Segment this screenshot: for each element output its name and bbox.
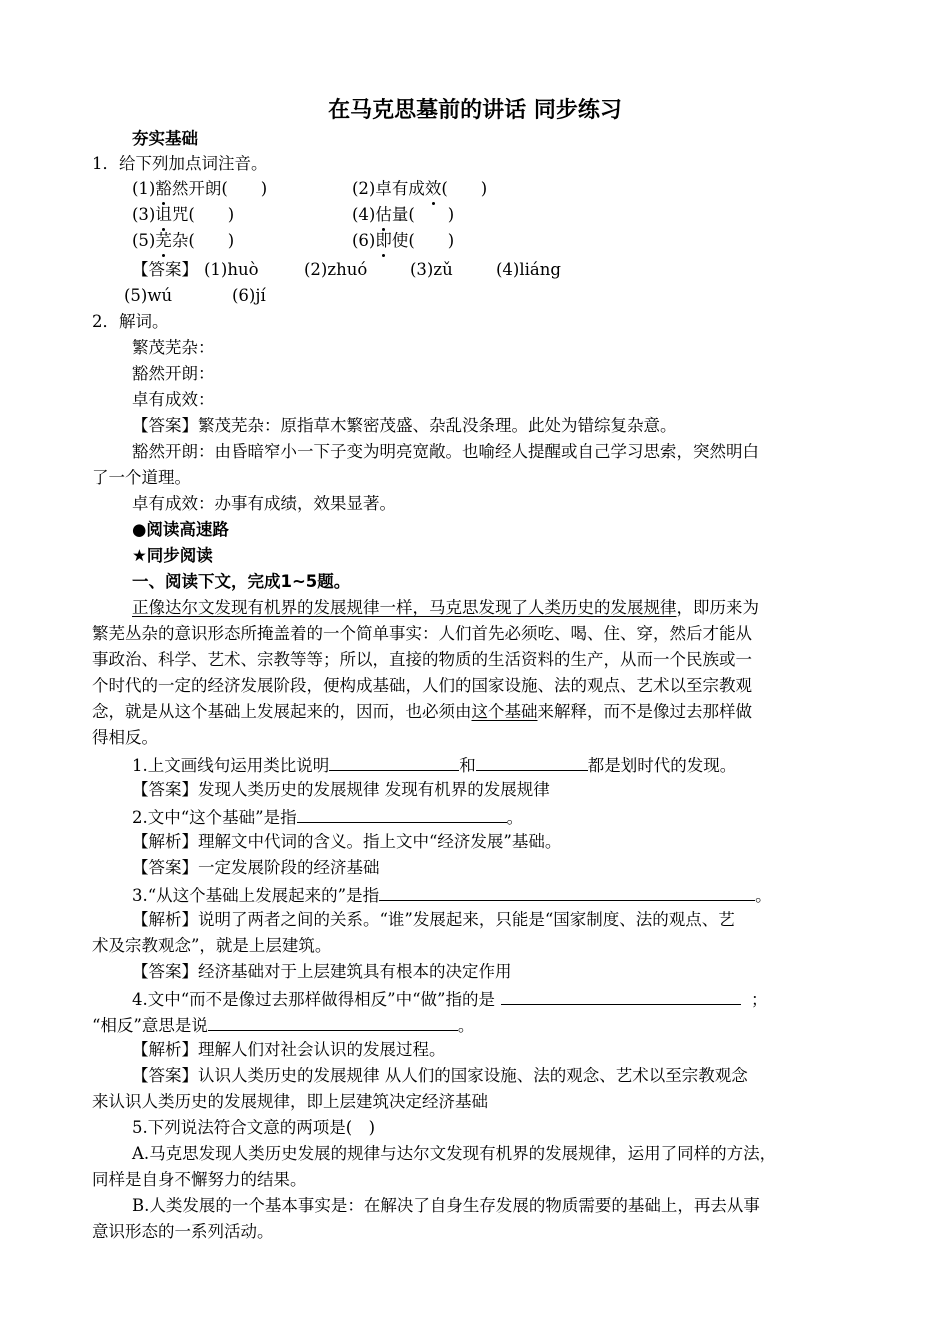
sub4-answer-a: 【答案】认识人类历史的发展规律 从人们的国家设施、法的观念、艺术以至宗教观念: [132, 1066, 748, 1085]
q2-term-1: 繁茂芜杂：: [132, 338, 215, 357]
underlined-sentence: 正像达尔文发现有机界的发展规律一样，马克思发现了人类历史的发展规律: [132, 598, 677, 617]
q1-item-1: (1)豁然开朗( ): [132, 179, 268, 198]
section-heading-sync: ★同步阅读: [132, 546, 213, 565]
option-a-line-1: A.马克思发现人类历史发展的规律与达尔文发现有机界的发展规律，运用了同样的方法，: [132, 1144, 777, 1163]
q1-item-5: (5)芜杂( ): [132, 231, 235, 250]
answer-label: 【答案】: [132, 260, 198, 279]
answer-item: (4)liáng: [496, 260, 561, 279]
sub-question-1: 1.上文画线句运用类比说明 和 都是划时代的发现。: [132, 753, 736, 777]
q2-answer-3: 卓有成效：办事有成绩，效果显著。: [132, 494, 396, 513]
q1-item-3: (3)诅咒( ): [132, 205, 235, 224]
passage-line-5: 念，就是从这个基础上发展起来的，因而，也必须由这个基础来解释，而不是像过去那样做: [92, 702, 752, 721]
sub2-answer: 【答案】一定发展阶段的经济基础: [132, 858, 380, 877]
q1-item-2: (2)卓有成效( ): [352, 179, 488, 198]
sub4-answer-b: 来认识人类历史的发展规律，即上层建筑决定经济基础: [92, 1092, 488, 1111]
q2-answer-1: 【答案】繁茂芜杂：原指草木繁密茂盛、杂乱没条理。此处为错综复杂意。: [132, 416, 677, 435]
sub1-answer: 【答案】发现人类历史的发展规律 发现有机界的发展规律: [132, 780, 550, 799]
sub-question-2: 2.文中“这个基础”是指 。: [132, 805, 523, 829]
question-2-stem: 2．解词。: [92, 312, 169, 331]
answer-item: (1)huò: [204, 260, 259, 279]
page-title: 在马克思墓前的讲话 同步练习: [328, 98, 622, 123]
answer-item: (3)zǔ: [410, 260, 453, 279]
sub3-analysis-a: 【解析】说明了两者之间的关系。“谁”发展起来，只能是“国家制度、法的观点、艺: [132, 910, 735, 929]
answer-blank[interactable]: [501, 987, 741, 1005]
answer-blank[interactable]: [208, 1013, 458, 1031]
question-1-stem: 1．给下列加点词注音。: [92, 154, 268, 173]
answer-blank[interactable]: [379, 883, 755, 901]
answer-blank[interactable]: [476, 753, 588, 771]
option-b-line-1: B.人类发展的一个基本事实是：在解决了自身生存发展的物质需要的基础上，再去从事: [132, 1196, 760, 1215]
q1-answer-line-1: [132, 259, 592, 281]
passage-line-4: 个时代的一定的经济发展阶段，便构成基础，人们的国家设施、法的观点、艺术以至宗教观: [92, 676, 752, 695]
dotted-char: 效: [424, 179, 442, 198]
part-1-heading: 一、阅读下文，完成1~5题。: [132, 572, 351, 591]
q1-item-6: (6)即使( ): [352, 231, 455, 250]
dotted-char: 芜: [155, 231, 172, 250]
underlined-phrase: 这个基础: [471, 702, 538, 721]
answer-item: (2)zhuó: [304, 260, 368, 279]
passage-line-1: 正像达尔文发现有机界的发展规律一样，马克思发现了人类历史的发展规律，即历来为: [132, 598, 759, 617]
sub-question-4: 4.文中“而不是像过去那样做得相反”中“做”指的是 ；: [132, 987, 767, 1011]
sub2-analysis: 【解析】理解文中代词的含义。指上文中“经济发展”基础。: [132, 832, 562, 851]
sub-question-3: 3.“从这个基础上发展起来的”是指 。: [132, 883, 772, 907]
option-b-line-2: 意识形态的一系列活动。: [92, 1222, 274, 1241]
section-heading-reading: ●阅读高速路: [132, 520, 229, 539]
dotted-char: 即: [375, 231, 392, 250]
passage-line-6: 得相反。: [92, 728, 158, 747]
sub3-analysis-b: 术及宗教观念”，就是上层建筑。: [92, 936, 332, 955]
q1-item-4: (4)估量( ): [352, 205, 455, 224]
section-heading-foundation: 夯实基础: [132, 129, 198, 148]
option-a-line-2: 同样是自身不懈努力的结果。: [92, 1170, 307, 1189]
answer-item: (6)jí: [232, 286, 266, 305]
dotted-char: 豁: [155, 179, 172, 198]
sub4-analysis: 【解析】理解人们对社会认识的发展过程。: [132, 1040, 446, 1059]
answer-blank[interactable]: [329, 753, 459, 771]
passage-line-3: 事政治、科学、艺术、宗教等等；所以，直接的物质的生活资料的生产，从而一个民族或一: [92, 650, 752, 669]
dotted-char: 估: [375, 205, 392, 224]
dotted-char: 诅: [155, 205, 172, 224]
passage-line-2: 繁芜丛杂的意识形态所掩盖着的一个简单事实：人们首先必须吃、喝、住、穿，然后才能从: [92, 624, 752, 643]
q2-answer-2a: 豁然开朗：由昏暗窄小一下子变为明亮宽敞。也喻经人提醒或自己学习思索，突然明白: [132, 442, 759, 461]
answer-item: (5)wú: [124, 286, 173, 305]
q2-term-3: 卓有成效：: [132, 390, 215, 409]
q2-term-2: 豁然开朗：: [132, 364, 215, 383]
sub3-answer: 【答案】经济基础对于上层建筑具有根本的决定作用: [132, 962, 512, 981]
q2-answer-2b: 了一个道理。: [92, 468, 191, 487]
sub-question-5: 5.下列说法符合文意的两项是( ): [132, 1118, 376, 1137]
sub-question-4-part-2: “相反”意思是说 。: [92, 1013, 474, 1037]
answer-blank[interactable]: [297, 805, 507, 823]
q1-answer-line-2: [124, 285, 344, 307]
